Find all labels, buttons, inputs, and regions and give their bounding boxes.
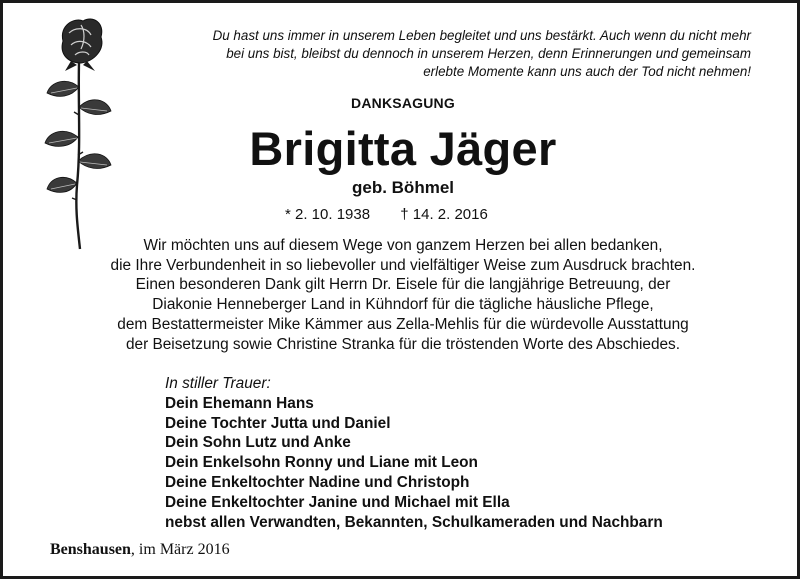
quote-block: [111, 27, 751, 81]
thanks-line: Wir möchten uns auf diesem Wege von ganzem Herzen bei allen bedanken,: [143, 237, 663, 254]
mourners-intro: In stiller Trauer:: [165, 375, 271, 392]
quote-line: bei uns bist, bleibst du dennoch in unserem Herzen, denn Erinnerungen und gemeinsam: [226, 46, 751, 61]
birth-name: geb. Böhmel: [351, 178, 454, 197]
thanks-line: Einen besonderen Dank gilt Herrn Dr. Eisele für die langjährige Betreuung, der: [135, 276, 671, 294]
quote-line: erlebte Momente kann uns auch der Tod nicht nehmen!: [423, 64, 751, 79]
notice-heading: DANKSAGUNG: [351, 95, 455, 111]
mourner-entry: Deine Tochter Jutta und Daniel: [165, 414, 391, 432]
deceased-name: Brigitta Jäger: [249, 122, 557, 175]
place-name: Benshausen: [50, 541, 131, 558]
thanks-text: [3, 236, 800, 354]
mourner-entry: Deine Enkeltochter Janine und Michael mit Ella: [165, 493, 510, 511]
life-dates: [285, 206, 488, 223]
mourner-entry: nebst allen Verwandten, Bekannten, Schulkameraden und Nachbarn: [165, 513, 663, 531]
mourner-entry: Dein Enkelsohn Ronny und Liane mit Leon: [165, 454, 478, 472]
mourner-entry: Dein Sohn Lutz und Anke: [165, 434, 351, 452]
place-and-date: [50, 541, 230, 559]
mourner-entry: Deine Enkeltochter Nadine und Christoph: [165, 473, 470, 491]
thanks-line: Diakonie Henneberger Land in Kühndorf für die tägliche häusliche Pflege,: [152, 296, 654, 314]
mourners-list: [165, 374, 663, 532]
mourner-entry: Dein Ehemann Hans: [165, 394, 314, 412]
thanks-line: dem Bestattermeister Mike Kämmer aus Zella-Mehlis für die würdevolle Ausstattung: [117, 315, 689, 333]
notice-date: , im März 2016: [130, 541, 230, 558]
birth-date: * 2. 10. 1938: [285, 206, 371, 223]
quote-line: Du hast uns immer in unserem Leben begleitet und uns bestärkt. Auch wenn du nicht mehr: [212, 28, 751, 43]
death-date: † 14. 2. 2016: [400, 206, 488, 223]
thanks-line: die Ihre Verbundenheit in so liebevoller und vielfältiger Weise zum Ausdruck brachten.: [110, 256, 696, 274]
thanks-line: der Beisetzung sowie Christine Stranka für die tröstenden Worte des Abschiedes.: [125, 335, 681, 353]
